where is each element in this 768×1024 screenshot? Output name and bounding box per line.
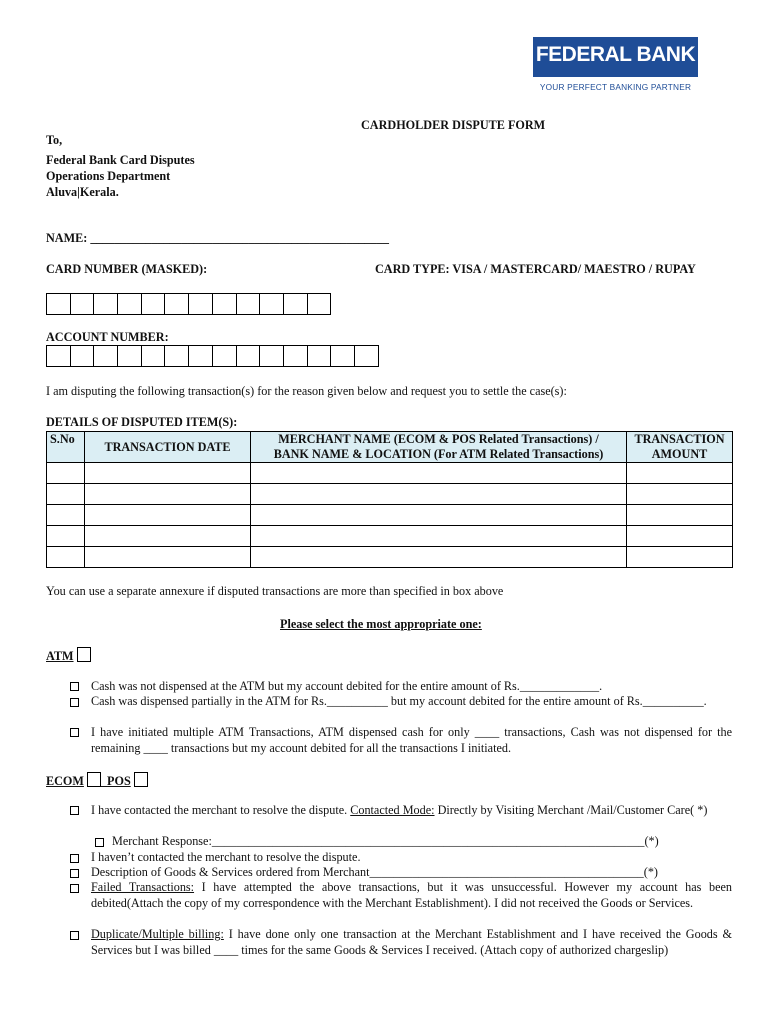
col-amount-line-1: TRANSACTION bbox=[634, 432, 725, 446]
ecom-checkbox[interactable] bbox=[87, 772, 101, 787]
merchant-response: Merchant Response:_______________________________________________________________________(*) bbox=[112, 834, 659, 848]
address-line-2: Operations Department bbox=[46, 169, 171, 183]
failed-transactions-checkbox[interactable] bbox=[70, 884, 79, 893]
duplicate-billing-text: I have done only one transaction at the Merchant Establishment and I have received the Goods & Services but I was billed ____ times for the same Goods & Services I received. (Attach copy of authorized chargeslip) bbox=[91, 927, 732, 957]
atm-option-2: Cash was dispensed partially in the ATM for Rs.__________ but my account debited for the entire amount of Rs.__________. bbox=[91, 694, 707, 708]
failed-transactions-label: Failed Transactions: bbox=[91, 880, 195, 894]
table-row[interactable] bbox=[47, 505, 733, 526]
not-contacted-checkbox[interactable] bbox=[70, 854, 79, 863]
col-merchant-line-2: BANK NAME & LOCATION (For ATM Related Transactions) bbox=[273, 447, 604, 461]
name-field[interactable]: NAME: _________________________________________________ bbox=[46, 231, 389, 245]
atm-option-2-checkbox[interactable] bbox=[70, 698, 79, 707]
duplicate-billing-checkbox[interactable] bbox=[70, 931, 79, 940]
table-row[interactable] bbox=[47, 526, 733, 547]
card-number-boxes[interactable] bbox=[46, 293, 331, 315]
atm-section bbox=[46, 647, 91, 664]
details-heading: DETAILS OF DISPUTED ITEM(S): bbox=[46, 415, 238, 429]
contacted-mode-label: Contacted Mode: bbox=[350, 803, 435, 817]
logo-tagline: YOUR PERFECT BANKING PARTNER bbox=[539, 82, 692, 92]
description-option: Description of Goods & Services ordered from Merchant_____________________________________________(*) bbox=[91, 865, 658, 879]
address-line-3: Aluva|Kerala. bbox=[46, 185, 119, 199]
col-sno: S.No bbox=[47, 432, 85, 463]
merchant-response-checkbox[interactable] bbox=[95, 838, 104, 847]
table-row[interactable] bbox=[47, 484, 733, 505]
contacted-text: I have contacted the merchant to resolve the dispute. bbox=[91, 803, 348, 817]
contacted-mode-text: Directly by Visiting Merchant /Mail/Customer Care( *) bbox=[437, 803, 708, 817]
atm-option-3-checkbox[interactable] bbox=[70, 728, 79, 737]
failed-transactions-text: I have attempted the above transactions, but it was unsuccessful. However my account has been debited(Attach the copy of my correspondence with the Merchant Establishment). I did not received the Goods or Services. bbox=[91, 880, 732, 910]
col-merchant bbox=[251, 432, 627, 463]
intro-text: I am disputing the following transaction(s) for the reason given below and request you to settle the case(s): bbox=[46, 384, 567, 398]
atm-option-1-checkbox[interactable] bbox=[70, 682, 79, 691]
account-number-boxes[interactable] bbox=[46, 345, 379, 367]
form-title: CARDHOLDER DISPUTE FORM bbox=[361, 118, 546, 132]
logo-name: FEDERAL BANK bbox=[535, 43, 696, 66]
account-number-label: ACCOUNT NUMBER: bbox=[46, 330, 169, 344]
pos-checkbox[interactable] bbox=[134, 772, 148, 787]
contacted-option bbox=[91, 803, 732, 819]
ecom-label: ECOM bbox=[46, 774, 84, 788]
disputed-items-table bbox=[46, 431, 733, 568]
atm-option-1: Cash was not dispensed at the ATM but my account debited for the entire amount of Rs._____________. bbox=[91, 679, 603, 693]
atm-option-3: I have initiated multiple ATM Transactions, ATM dispensed cash for only ____ transactions, Cash was not dispensed for the remaining ____ transactions but my account debited for all the transactions I initiated. bbox=[91, 725, 732, 755]
address-line-1: Federal Bank Card Disputes bbox=[46, 153, 195, 167]
col-transaction-date: TRANSACTION DATE bbox=[85, 432, 251, 463]
table-header-row bbox=[47, 432, 733, 463]
card-type-label: CARD TYPE: VISA / MASTERCARD/ MAESTRO / RUPAY bbox=[375, 262, 696, 276]
contacted-checkbox[interactable] bbox=[70, 806, 79, 815]
address-to: To, bbox=[46, 133, 63, 147]
col-amount-line-2: AMOUNT bbox=[651, 447, 708, 461]
description-checkbox[interactable] bbox=[70, 869, 79, 878]
failed-transactions-option bbox=[91, 880, 732, 911]
card-number-label: CARD NUMBER (MASKED): bbox=[46, 262, 208, 276]
duplicate-billing-label: Duplicate/Multiple billing: bbox=[91, 927, 224, 941]
table-row[interactable] bbox=[47, 463, 733, 484]
duplicate-billing-option bbox=[91, 927, 732, 958]
atm-checkbox[interactable] bbox=[77, 647, 91, 662]
pos-label: POS bbox=[107, 774, 131, 788]
col-amount bbox=[627, 432, 733, 463]
table-row[interactable] bbox=[47, 547, 733, 568]
ecom-pos-section bbox=[46, 772, 148, 789]
col-merchant-line-1: MERCHANT NAME (ECOM & POS Related Transactions) / bbox=[278, 432, 599, 446]
atm-label: ATM bbox=[46, 649, 74, 663]
federal-bank-logo bbox=[533, 37, 698, 95]
annexure-note: You can use a separate annexure if disputed transactions are more than specified in box above bbox=[46, 584, 504, 598]
not-contacted-option: I haven’t contacted the merchant to resolve the dispute. bbox=[91, 850, 361, 864]
select-heading: Please select the most appropriate one: bbox=[280, 617, 482, 631]
